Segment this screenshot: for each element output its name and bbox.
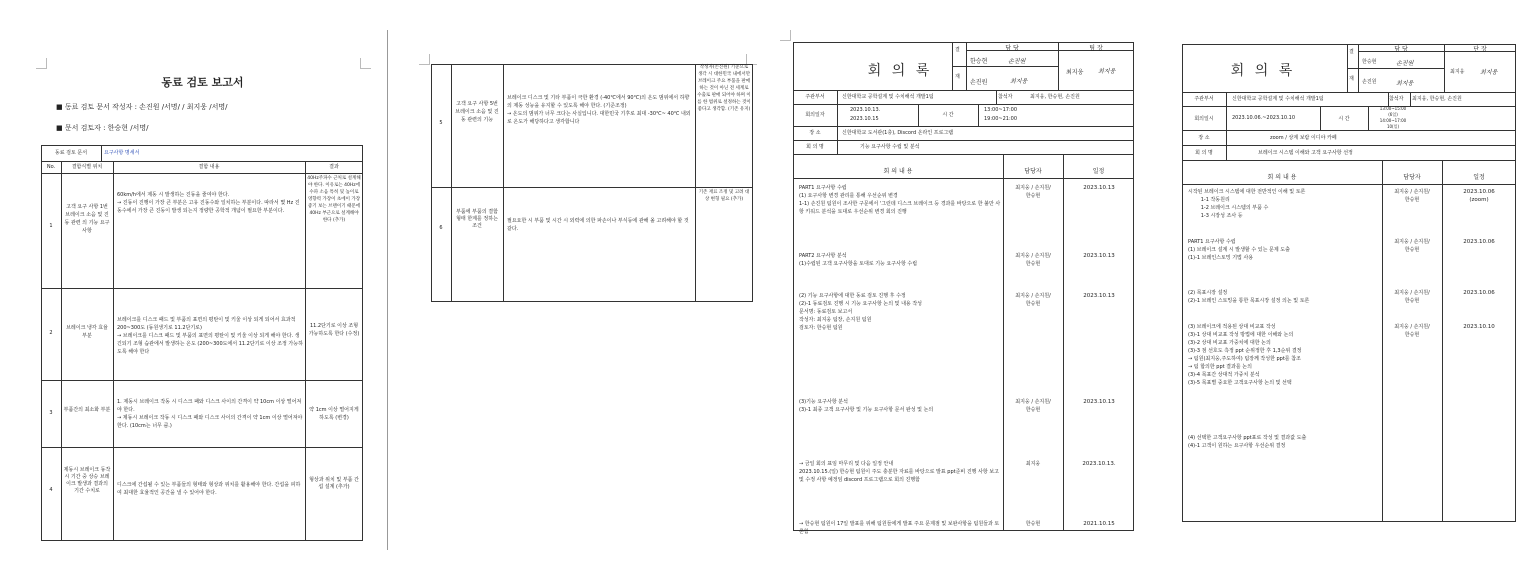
item-owner: 최지웅 / 손지원/ 한승현 [1394, 324, 1430, 338]
col-location: 결함식별 위치 [71, 164, 103, 170]
item-owner: 최지웅 / 손지원/ 한승현 [1394, 189, 1430, 203]
page-divider [387, 30, 388, 550]
meta-value: 신한대학교 공학설계 및 수치해석 개발1팀 [1232, 96, 1324, 102]
item-text: (3) 브레이크에 적용된 상대 비교표 작성 (3)-1 상대 비교표 작성 방법에 대한 이해와 논의 (3)-2 상대 비교표 가중치에 대한 논의 (3)-3 점 선호도 측정 ppt 순위정한 후 1,3순위 결정 → 팀원(최지웅,주도하여) 팀장께 작성한 ppt를 참조 → 팀 합의한 ppt 결과를 논의 (3)-4 목표간 상대적 가중치 분석 (3)-5 목표별 중요한 고객요구사항 논의 및 선택 [1188, 324, 1302, 386]
row-content: 브레이크를 디스크 패드 및 부품의 표면의 평탄이 및 키울 이상 되게 되어서 효과적 200~300도 (동원생기로 11.2단기로) → 브레이크를 디스크 패드 및 부품의 표면의 평탄이 및 키울 이상 되게 해야 한다. 생긴되기 조형 습관에서 발생하는 온도 (200~300도에서 11.2단기로 이상 조정 가능하도록 해야 한다 [117, 317, 303, 355]
approval-side-2: 재 [1349, 76, 1354, 82]
row-content: 디스크에 간섭될 수 있는 부품들의 형태와 형상과 위치를 활용해야 한다. 간섭을 피하여 최대한 효율적인 공간을 낼 수 있어야 한다. [117, 482, 301, 496]
approval-name: 손진원 [970, 79, 988, 86]
item-owner: 최지웅 / 손지원/ 한승현 [1394, 290, 1430, 304]
row-no: 6 [439, 225, 443, 231]
row-result: 기존 재료 조정 및 고려 대상 변형 필요 (추가) [698, 190, 750, 202]
meta-value: 신한대학교 공학설계 및 수치해석 개발1팀 [842, 94, 934, 100]
item-owner: 최지웅 / 손지원/ 한승현 [1015, 399, 1051, 413]
table-row [41, 380, 363, 447]
item-owner: 최지웅 / 손지원/ 한승현 [1015, 253, 1051, 267]
item-owner: 최지웅 / 손지원/ 한승현 [1394, 239, 1430, 253]
meta-label: 시 간 [1338, 116, 1350, 122]
item-text: (4) 선택한 고객요구사항 ppt표로 작성 및 결과값 도출 (4)-1 고객이 원하는 요구사항 우선순위 결정 [1188, 435, 1307, 449]
meta-value: 13:00~17:00 19:00~21:00 [984, 107, 1018, 122]
approval-col-staff: 담 당 [1005, 45, 1019, 52]
table-row [41, 447, 363, 541]
col-content: 결함 내용 [198, 164, 220, 170]
row-no: 1 [49, 223, 53, 229]
author-line: ■ 동료 검토 문서 작성자 : 손진원 /서명/ / 최지웅 /서명/ [56, 103, 228, 111]
approval-side-1: 결 [955, 47, 960, 53]
table-row [41, 173, 363, 288]
meta-label: 장 소 [1198, 135, 1210, 141]
approval-side-1: 결 [1349, 49, 1354, 55]
minutes-items [793, 180, 1134, 535]
item-text: 시작된 브레이크 시스템에 대한 전반적인 이해 및 토론 1-1 작동원리 1-2 브레이크 시스템의 부품 수 1-3 시장성 조사 등 [1188, 189, 1306, 219]
doc-label: 동료 검토 문서 [54, 150, 88, 156]
row-result: 작성자(손진원) 기준으로 생각 시 대한민국 내에서만 브레이크 주요 부품을 판매하는 것이 아닌 전 세계로 수출로 판매 되어야 하며 이를 한 범위로 설정하는 것이 좋다고 생각함. (기존 유지) [697, 65, 751, 112]
item-text: → 한승현 팀원이 17일 발표를 위해 팀원들에게 발표 주요 문제점 및 보완사항을 팀원들과 토론함 [799, 521, 1000, 535]
item-date: 2023.10.06 [1463, 239, 1495, 245]
table-row [41, 288, 363, 380]
owner-header: 담당자 [1403, 174, 1421, 181]
meta-value: 최지웅, 한승현, 손진원 [1030, 94, 1080, 100]
crop-mark-top-right [360, 58, 371, 69]
row-no: 2 [49, 330, 53, 336]
col-result: 결과 [329, 164, 339, 170]
meta-value: 신한대학교 도서관(1층), Discord 온라인 프로그램 [842, 130, 954, 136]
page-minutes-1006 [1160, 30, 1521, 573]
meta-label: 회의일자 [805, 112, 825, 118]
item-owner: 최지웅 [1025, 461, 1041, 467]
item-owner: 최지웅 / 손지원/ 한승현 [1015, 185, 1051, 199]
doc-value: 요구사항 명세서 [104, 150, 140, 156]
approval-name: 한승현 [1362, 59, 1377, 65]
table-row [431, 64, 753, 187]
signature: 손진원 [1396, 60, 1414, 67]
signature: 최지웅 [1098, 68, 1116, 75]
item-text: (3)기능 요구사항 분석 (3)-1 최종 고객 요구사항 및 기능 요구사항 문서 완성 및 논의 [799, 399, 934, 413]
row-content: 1. 제동시 브레이크 작동 시 디스크 패와 디스크 사이의 간격이 약 10cm 이상 떨어져야 한다. → 제동시 브레이크 작동 시 디스크 패와 디스크 사이의 간격이 약 1cm 이상 떨어져야 한다. (10cm는 너무 큼.) [117, 399, 303, 429]
minutes-items [1182, 186, 1516, 520]
row-no: 5 [439, 120, 443, 126]
meta-label: 시 간 [942, 112, 954, 118]
meta-label: 장 소 [809, 130, 821, 136]
item-text: (2) 목표시장 설정 (2)-1 브레인 스토밍을 통한 목표시장 설정 의논 및 토론 [1188, 290, 1310, 304]
approval-name: 최지웅 [1066, 69, 1084, 76]
meta-value: 브레이크 시스템 이해와 고객 요구사항 선정 [1258, 150, 1353, 156]
row-content: 브레이크 디스크 및 기타 부품이 극한 환경 (-40℃에서 90℃)의 온도 범위에서 하향의 제동 성능을 유지할 수 있도록 해야 한다. (기준조정) → 온도의 범위가 너무 크다는 사실입니다. 대한민국 기후로 최대 -30℃~ 40℃ 내외로 온도가 해당하다고 생각합니다 [507, 95, 691, 125]
row-location: 고객 요구 사항 5번 브레이크 소음 및 진동 관련의 기능 [455, 101, 499, 123]
item-text: PART1 요구사항 수립 (1) 브레이크 설계 시 발생할 수 있는 문제 도출 (1)-1 브레인스토밍 기법 사용 [1188, 239, 1290, 261]
signature: 최지웅 [1396, 80, 1414, 87]
content-header: 회 의 내 용 [1267, 174, 1297, 181]
content-header: 회 의 내 용 [883, 168, 913, 175]
approval-col-leader: 단 장 [1473, 46, 1487, 53]
page-peer-review-continued [395, 30, 765, 573]
item-date: 2023.10.13 [1083, 399, 1115, 405]
signature: 손진원 [1008, 58, 1026, 65]
meta-value: 2023.10.06.~2023.10.10 [1232, 115, 1296, 121]
crop-mark-top-left [36, 58, 47, 69]
date-header: 일정 [1092, 168, 1105, 175]
row-result: 11.2단기로 이상 조형 가능하도록 한다 (수정) [308, 323, 360, 337]
approval-side-2: 재 [955, 74, 960, 80]
item-date: 2023.10.13 [1083, 253, 1115, 259]
item-date: 2023.10.13 [1083, 293, 1115, 299]
approval-name: 최지웅 [1450, 69, 1465, 75]
date-header: 일정 [1473, 174, 1485, 181]
row-result: 형상과 위치 및 부품 간섭 설계 (추가) [309, 477, 359, 490]
minutes-title: 회 의 록 [1230, 63, 1296, 79]
item-text: → 금일 회의 표임 마무리 및 다음 일정 안내 2023.10.15.(일) 한승현 팀원이 주도 충분한 자료를 바탕으로 발표 ppt준비 진행 사항 보고 및 수정 사항 예정임 discord 프로그램으로 회의 진행함 [799, 461, 999, 483]
meta-value: 2023.10.13. 2023.10.15 [850, 107, 881, 122]
meta-label: 주관부서 [805, 94, 825, 100]
row-content: 필요요한 시 부품 및 시간 시 외력에 의한 파손이나 부식등에 관해 올 고려해야 할 것 같다. [507, 218, 691, 232]
item-date: 2023.10.13. [1082, 461, 1116, 467]
page-title: 동료 검토 보고서 [161, 76, 244, 89]
meta-label: 참석자 [998, 94, 1013, 100]
col-no: No. [46, 164, 56, 170]
row-location: 고객 요구 사항 1번 브레이크 소음 및 진동 관련 의 기능 요구 사항 [64, 204, 110, 234]
item-date: 2021.10.15 [1083, 521, 1115, 527]
item-text: (2) 기능 요구사항에 대한 동료 검토 진행 후 수정 (2)-1 동료검토 진행 시 기능 요구사항 논의 및 내용 작성 문서명: 동료검토 보고서 작성자: 최지웅 팀장, 손지원 팀원 검토자: 한승현 팀원 [799, 293, 922, 331]
item-date: 2023.10.06 [1463, 290, 1495, 296]
meta-value: 최지웅, 한승현, 손진원 [1412, 96, 1462, 102]
page-peer-review [0, 30, 380, 573]
approval-col-staff: 담 당 [1394, 46, 1408, 53]
row-no: 4 [49, 487, 53, 493]
row-location: 부품간의 최소화 부분 [63, 407, 111, 413]
meta-value: 13:00~15:00 (6일) 14:00~17:00 10(일) [1379, 106, 1407, 129]
item-text: PART1 요구사항 수립 (1) 요구사항 변경 관리를 통해 우선순위 변경 1-1) 손진원 팀원이 조사한 구문에서 '그런데 디스크 브레이크 등 경과를 바탕으로 한 불만 사항 키워드 분석을 토대로 우선순위 변경 회의 진행 [799, 185, 1001, 215]
signature: 최지웅 [1480, 69, 1498, 76]
owner-header: 담당자 [1024, 168, 1042, 175]
row-content: 60km/h에서 제동 시 발생하는 진동을 줄여야 한다. → 진동이 진행이 가장 큰 부분은 고유 진동수와 일치하는 부분이다. 따라서 몇 Hz 진동수에서 가장 큰 진동이 발생 되는지 정량한 공학적 개념이 필요한 부분이다. [117, 192, 300, 214]
meta-value: zoom / 상계 보람 이디야 카페 [1270, 135, 1337, 141]
item-text: PART2 요구사항 분석 (1)수립된 고객 요구사항을 토대로 기능 요구사항 수립 [799, 253, 918, 267]
item-date: 2023.10.13 [1083, 185, 1115, 191]
table-row [431, 187, 753, 302]
row-location: 브레이크 냉각 효율 부분 [66, 325, 108, 339]
meta-value: 기능 요구사항 수립 및 분석 [860, 144, 920, 150]
minutes-title: 회 의 록 [867, 63, 933, 79]
item-owner: 최지웅 / 손지원/ 한승현 [1015, 293, 1051, 307]
approval-name: 한승현 [970, 58, 988, 65]
row-location: 제동시 브레이크 동작시 기간 중 상승 브레이크 발생과 결과의 기간 수치로 [63, 467, 111, 494]
item-owner: 한승현 [1025, 521, 1041, 527]
crop-mark-top-left [780, 30, 791, 41]
meta-label: 회의일시 [1194, 116, 1214, 122]
meta-label: 회 의 명 [1195, 150, 1213, 156]
meta-label: 참석자 [1389, 96, 1404, 102]
approval-col-leader: 팀 장 [1089, 45, 1103, 52]
meta-label: 주관부서 [1194, 96, 1214, 102]
page-minutes-1013 [770, 30, 1145, 573]
item-date: 2023.10.06 (zoom) [1463, 189, 1495, 203]
approval-name: 손진원 [1362, 79, 1377, 85]
row-result: 약 1cm 이상 떨어지게 하도록 (변경) [309, 407, 359, 421]
row-location: 부품에 부품의 결함 형태 한계를 정하는 조건 [456, 209, 498, 229]
item-date: 2023.10.10 [1463, 324, 1495, 330]
crop-mark-top-left [419, 54, 430, 65]
signature: 최지웅 [1010, 78, 1028, 85]
meta-label: 회 의 명 [806, 144, 824, 150]
row-result: 40Hz주파수 근처로 설계해야 한다. 이유로는 40Hz에 수파 소음 특히 및 높이로 영향력 가장이 초에이 가장 좋기 보는 브랜이기 때문에 40Hz 부근으로 설계해야 한다 (추가) [307, 176, 361, 223]
row-no: 3 [49, 410, 53, 416]
reviewer-line: ■ 문서 검토자 : 한승현 /서명/ [56, 124, 149, 132]
